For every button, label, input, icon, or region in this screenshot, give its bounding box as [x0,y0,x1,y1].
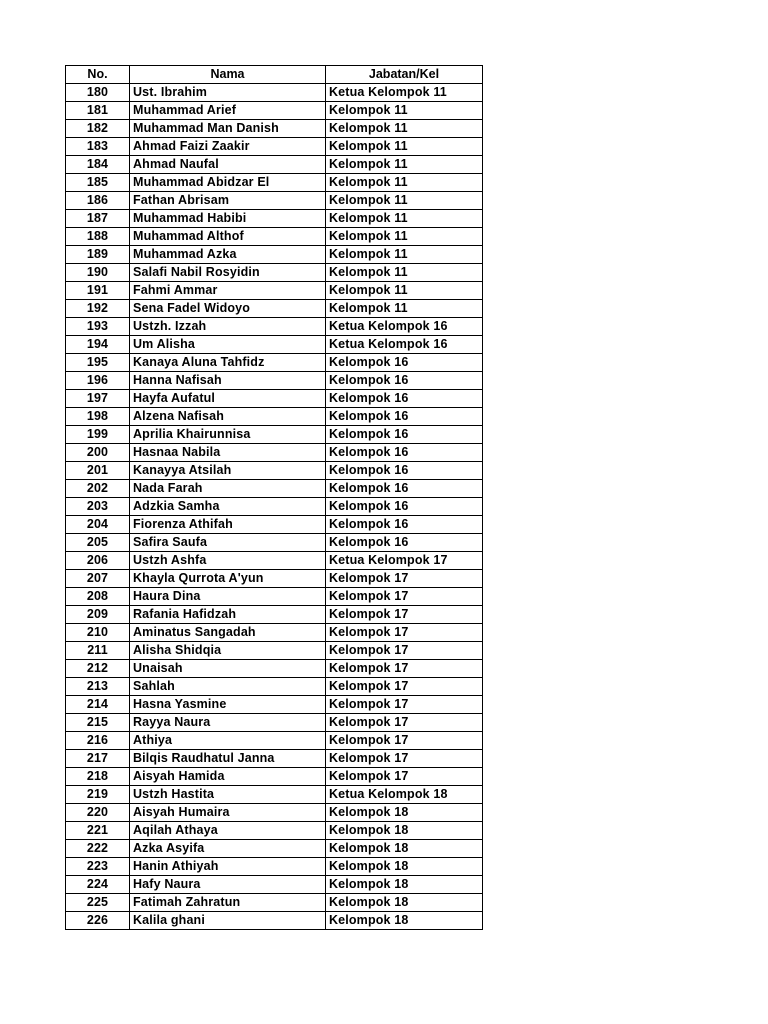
row-number-cell: 225 [66,894,130,912]
table-row [66,192,483,210]
row-name-cell: Kalila ghani [130,912,326,930]
row-name-cell: Kanaya Aluna Tahfidz [130,354,326,372]
table-row [66,336,483,354]
row-number-cell: 202 [66,480,130,498]
row-number-cell: 186 [66,192,130,210]
row-position-cell: Ketua Kelompok 17 [326,552,483,570]
row-position-cell: Kelompok 17 [326,606,483,624]
table-header [66,66,483,84]
row-name-cell: Sahlah [130,678,326,696]
table-row [66,498,483,516]
row-position-cell: Kelompok 11 [326,156,483,174]
table-row [66,480,483,498]
row-number-cell: 224 [66,876,130,894]
row-position-cell: Kelompok 17 [326,588,483,606]
row-name-cell: Nada Farah [130,480,326,498]
table-row [66,570,483,588]
table-row [66,894,483,912]
row-number-cell: 191 [66,282,130,300]
row-number-cell: 190 [66,264,130,282]
table-row [66,588,483,606]
row-name-cell: Hasnaa Nabila [130,444,326,462]
row-number-cell: 210 [66,624,130,642]
row-position-cell: Kelompok 18 [326,858,483,876]
row-position-cell: Kelompok 17 [326,570,483,588]
row-name-cell: Muhammad Arief [130,102,326,120]
header-row [66,66,483,84]
row-number-cell: 219 [66,786,130,804]
row-name-cell: Um Alisha [130,336,326,354]
row-name-cell: Aminatus Sangadah [130,624,326,642]
row-position-cell: Kelompok 18 [326,804,483,822]
table-row [66,678,483,696]
row-position-cell: Ketua Kelompok 16 [326,318,483,336]
table-row [66,354,483,372]
row-number-cell: 206 [66,552,130,570]
row-number-cell: 205 [66,534,130,552]
row-number-cell: 181 [66,102,130,120]
row-number-cell: 189 [66,246,130,264]
table-row [66,408,483,426]
member-table [65,65,483,930]
row-position-cell: Kelompok 17 [326,714,483,732]
row-position-cell: Kelompok 16 [326,408,483,426]
row-name-cell: Muhammad Abidzar El [130,174,326,192]
row-name-cell: Rayya Naura [130,714,326,732]
row-name-cell: Ust. Ibrahim [130,84,326,102]
row-number-cell: 213 [66,678,130,696]
table-row [66,102,483,120]
row-number-cell: 223 [66,858,130,876]
row-name-cell: Haura Dina [130,588,326,606]
row-position-cell: Kelompok 17 [326,750,483,768]
row-number-cell: 197 [66,390,130,408]
table-row [66,660,483,678]
row-number-cell: 201 [66,462,130,480]
header-jabatan: Jabatan/Kel [326,66,483,84]
row-name-cell: Hanin Athiyah [130,858,326,876]
row-number-cell: 185 [66,174,130,192]
row-position-cell: Kelompok 17 [326,768,483,786]
table-row [66,804,483,822]
table-row [66,696,483,714]
row-number-cell: 215 [66,714,130,732]
table-row [66,624,483,642]
table-body [66,84,483,930]
row-name-cell: Sena Fadel Widoyo [130,300,326,318]
table-row [66,156,483,174]
row-name-cell: Fatimah Zahratun [130,894,326,912]
row-name-cell: Khayla Qurrota A'yun [130,570,326,588]
row-number-cell: 203 [66,498,130,516]
row-position-cell: Ketua Kelompok 16 [326,336,483,354]
row-number-cell: 188 [66,228,130,246]
table-row [66,210,483,228]
table-row [66,912,483,930]
row-number-cell: 196 [66,372,130,390]
table-row [66,768,483,786]
table-row [66,264,483,282]
row-number-cell: 204 [66,516,130,534]
row-name-cell: Aisyah Hamida [130,768,326,786]
row-number-cell: 211 [66,642,130,660]
row-number-cell: 195 [66,354,130,372]
row-position-cell: Kelompok 18 [326,822,483,840]
row-number-cell: 222 [66,840,130,858]
row-number-cell: 226 [66,912,130,930]
table-row [66,174,483,192]
row-number-cell: 180 [66,84,130,102]
row-position-cell: Kelompok 11 [326,138,483,156]
row-number-cell: 183 [66,138,130,156]
row-number-cell: 184 [66,156,130,174]
row-number-cell: 198 [66,408,130,426]
row-position-cell: Kelompok 18 [326,876,483,894]
row-number-cell: 209 [66,606,130,624]
row-position-cell: Kelompok 11 [326,174,483,192]
row-name-cell: Fiorenza Athifah [130,516,326,534]
row-position-cell: Kelompok 17 [326,624,483,642]
row-position-cell: Kelompok 18 [326,840,483,858]
row-name-cell: Muhammad Azka [130,246,326,264]
row-name-cell: Hanna Nafisah [130,372,326,390]
row-name-cell: Ustzh Ashfa [130,552,326,570]
row-number-cell: 194 [66,336,130,354]
row-number-cell: 208 [66,588,130,606]
table-row [66,876,483,894]
header-nama: Nama [130,66,326,84]
row-position-cell: Kelompok 11 [326,102,483,120]
table-row [66,840,483,858]
row-name-cell: Fathan Abrisam [130,192,326,210]
table-row [66,822,483,840]
row-position-cell: Kelompok 16 [326,516,483,534]
row-name-cell: Ustzh Hastita [130,786,326,804]
row-name-cell: Muhammad Habibi [130,210,326,228]
row-name-cell: Kanayya Atsilah [130,462,326,480]
row-number-cell: 221 [66,822,130,840]
row-name-cell: Unaisah [130,660,326,678]
row-name-cell: Rafania Hafidzah [130,606,326,624]
table-row [66,858,483,876]
row-position-cell: Kelompok 17 [326,642,483,660]
row-name-cell: Ahmad Faizi Zaakir [130,138,326,156]
table-row [66,390,483,408]
row-number-cell: 200 [66,444,130,462]
table-row [66,300,483,318]
row-position-cell: Kelompok 11 [326,300,483,318]
row-position-cell: Kelompok 16 [326,480,483,498]
row-name-cell: Alisha Shidqia [130,642,326,660]
row-number-cell: 193 [66,318,130,336]
table-row [66,534,483,552]
row-name-cell: Safira Saufa [130,534,326,552]
row-name-cell: Ahmad Naufal [130,156,326,174]
row-position-cell: Kelompok 17 [326,660,483,678]
row-position-cell: Kelompok 11 [326,228,483,246]
row-position-cell: Kelompok 11 [326,264,483,282]
row-position-cell: Kelompok 17 [326,732,483,750]
table-row [66,228,483,246]
table-row [66,282,483,300]
table-row [66,246,483,264]
table-row [66,552,483,570]
row-position-cell: Kelompok 11 [326,246,483,264]
row-position-cell: Ketua Kelompok 11 [326,84,483,102]
row-number-cell: 207 [66,570,130,588]
row-position-cell: Kelompok 16 [326,462,483,480]
row-name-cell: Bilqis Raudhatul Janna [130,750,326,768]
row-name-cell: Azka Asyifa [130,840,326,858]
row-position-cell: Kelompok 18 [326,912,483,930]
row-position-cell: Kelompok 16 [326,390,483,408]
table-row [66,318,483,336]
row-position-cell: Ketua Kelompok 18 [326,786,483,804]
row-name-cell: Athiya [130,732,326,750]
row-number-cell: 216 [66,732,130,750]
row-position-cell: Kelompok 11 [326,282,483,300]
row-position-cell: Kelompok 16 [326,498,483,516]
row-number-cell: 217 [66,750,130,768]
row-name-cell: Aisyah Humaira [130,804,326,822]
row-position-cell: Kelompok 11 [326,210,483,228]
row-name-cell: Salafi Nabil Rosyidin [130,264,326,282]
table-row [66,138,483,156]
row-name-cell: Hafy Naura [130,876,326,894]
row-position-cell: Kelompok 11 [326,192,483,210]
row-number-cell: 187 [66,210,130,228]
row-position-cell: Kelompok 16 [326,426,483,444]
member-table-container [65,65,483,930]
row-number-cell: 218 [66,768,130,786]
table-row [66,750,483,768]
table-row [66,642,483,660]
row-position-cell: Kelompok 16 [326,354,483,372]
table-row [66,84,483,102]
row-position-cell: Kelompok 17 [326,696,483,714]
table-row [66,120,483,138]
row-position-cell: Kelompok 16 [326,534,483,552]
table-row [66,516,483,534]
row-number-cell: 220 [66,804,130,822]
row-name-cell: Adzkia Samha [130,498,326,516]
row-name-cell: Fahmi Ammar [130,282,326,300]
row-position-cell: Kelompok 11 [326,120,483,138]
row-number-cell: 212 [66,660,130,678]
table-row [66,786,483,804]
row-name-cell: Hayfa Aufatul [130,390,326,408]
row-name-cell: Aqilah Athaya [130,822,326,840]
row-number-cell: 199 [66,426,130,444]
row-number-cell: 214 [66,696,130,714]
row-name-cell: Alzena Nafisah [130,408,326,426]
row-name-cell: Hasna Yasmine [130,696,326,714]
row-name-cell: Ustzh. Izzah [130,318,326,336]
row-number-cell: 182 [66,120,130,138]
table-row [66,372,483,390]
header-no: No. [66,66,130,84]
table-row [66,732,483,750]
row-position-cell: Kelompok 16 [326,444,483,462]
row-name-cell: Aprilia Khairunnisa [130,426,326,444]
row-name-cell: Muhammad Man Danish [130,120,326,138]
table-row [66,606,483,624]
row-position-cell: Kelompok 17 [326,678,483,696]
row-position-cell: Kelompok 16 [326,372,483,390]
row-position-cell: Kelompok 18 [326,894,483,912]
table-row [66,714,483,732]
row-number-cell: 192 [66,300,130,318]
row-name-cell: Muhammad Althof [130,228,326,246]
table-row [66,444,483,462]
table-row [66,462,483,480]
table-row [66,426,483,444]
